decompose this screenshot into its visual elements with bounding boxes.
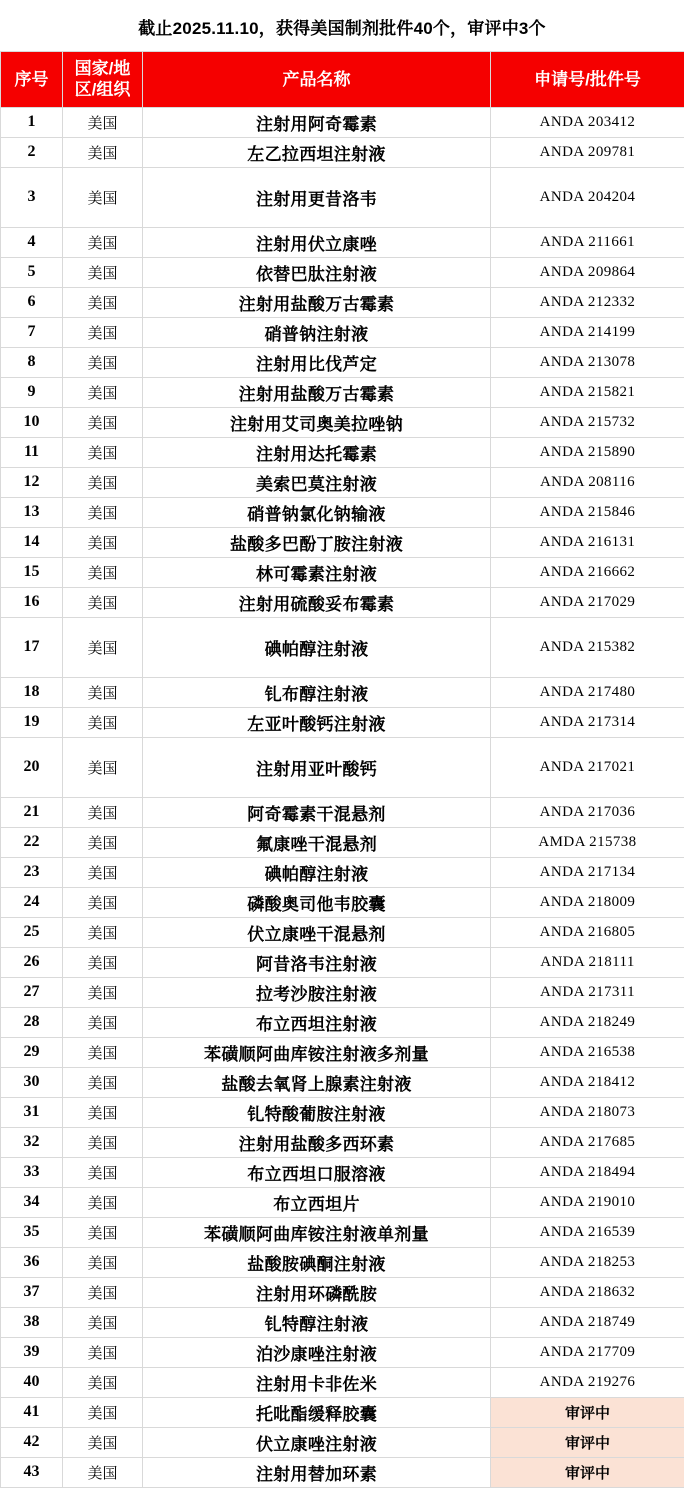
cell-product-name: 注射用盐酸万古霉素: [143, 377, 491, 407]
cell-product-name: 苯磺顺阿曲库铵注射液单剂量: [143, 1217, 491, 1247]
cell-country: 美国: [63, 167, 143, 227]
cell-application-number: ANDA 217314: [491, 707, 684, 737]
cell-country: 美国: [63, 1067, 143, 1097]
table-row: [1, 1217, 684, 1247]
table-row: [1, 1337, 684, 1367]
cell-country: 美国: [63, 1037, 143, 1067]
cell-country: 美国: [63, 137, 143, 167]
cell-country: 美国: [63, 287, 143, 317]
cell-index: 18: [1, 677, 63, 707]
cell-country: 美国: [63, 347, 143, 377]
cell-index: 15: [1, 557, 63, 587]
cell-country: 美国: [63, 917, 143, 947]
table-row: [1, 917, 684, 947]
cell-country: 美国: [63, 617, 143, 677]
cell-application-number: ANDA 217709: [491, 1337, 684, 1367]
table-row: [1, 947, 684, 977]
cell-country: 美国: [63, 857, 143, 887]
cell-country: 美国: [63, 1187, 143, 1217]
cell-index: 33: [1, 1157, 63, 1187]
cell-country: 美国: [63, 737, 143, 797]
cell-product-name: 注射用比伐芦定: [143, 347, 491, 377]
cell-application-number: ANDA 218111: [491, 947, 684, 977]
cell-index: 28: [1, 1007, 63, 1037]
cell-application-number: ANDA 216662: [491, 557, 684, 587]
cell-country: 美国: [63, 227, 143, 257]
cell-index: 36: [1, 1247, 63, 1277]
cell-product-name: 碘帕醇注射液: [143, 857, 491, 887]
cell-country: 美国: [63, 1277, 143, 1307]
table-row: [1, 827, 684, 857]
cell-product-name: 注射用艾司奥美拉唑钠: [143, 407, 491, 437]
cell-application-number: ANDA 217311: [491, 977, 684, 1007]
cell-index: 3: [1, 167, 63, 227]
cell-country: 美国: [63, 1097, 143, 1127]
table-row: [1, 167, 684, 227]
column-header-country: 国家/地区/组织: [63, 52, 143, 108]
cell-application-number: ANDA 203412: [491, 107, 684, 137]
cell-country: 美国: [63, 1307, 143, 1337]
cell-product-name: 盐酸去氧肾上腺素注射液: [143, 1067, 491, 1097]
cell-application-number: ANDA 215846: [491, 497, 684, 527]
table-row: [1, 317, 684, 347]
cell-index: 10: [1, 407, 63, 437]
cell-country: 美国: [63, 1007, 143, 1037]
cell-index: 1: [1, 107, 63, 137]
cell-product-name: 碘帕醇注射液: [143, 617, 491, 677]
cell-index: 32: [1, 1127, 63, 1157]
cell-index: 39: [1, 1337, 63, 1367]
table-row: [1, 617, 684, 677]
cell-application-number: ANDA 209864: [491, 257, 684, 287]
table-row: [1, 107, 684, 137]
cell-country: 美国: [63, 677, 143, 707]
cell-application-number: ANDA 218073: [491, 1097, 684, 1127]
cell-index: 17: [1, 617, 63, 677]
cell-application-number: ANDA 211661: [491, 227, 684, 257]
cell-index: 31: [1, 1097, 63, 1127]
cell-product-name: 布立西坦注射液: [143, 1007, 491, 1037]
cell-index: 9: [1, 377, 63, 407]
table-row: [1, 977, 684, 1007]
table-row: [1, 347, 684, 377]
table-row: [1, 467, 684, 497]
cell-application-number: ANDA 215890: [491, 437, 684, 467]
cell-application-number: ANDA 215732: [491, 407, 684, 437]
table-row: [1, 587, 684, 617]
table-row: [1, 1127, 684, 1157]
cell-product-name: 托吡酯缓释胶囊: [143, 1397, 491, 1427]
cell-country: 美国: [63, 377, 143, 407]
cell-country: 美国: [63, 527, 143, 557]
cell-country: 美国: [63, 1427, 143, 1457]
cell-index: 13: [1, 497, 63, 527]
table-row: [1, 407, 684, 437]
cell-application-number: ANDA 216805: [491, 917, 684, 947]
page-title: 截止2025.11.10，获得美国制剂批件40个，审评中3个: [0, 0, 684, 51]
cell-application-number: ANDA 215382: [491, 617, 684, 677]
cell-product-name: 氟康唑干混悬剂: [143, 827, 491, 857]
cell-country: 美国: [63, 1337, 143, 1367]
cell-application-number: ANDA 204204: [491, 167, 684, 227]
column-header-appno: 申请号/批件号: [491, 52, 684, 108]
cell-index: 26: [1, 947, 63, 977]
cell-country: 美国: [63, 437, 143, 467]
table-row: [1, 1187, 684, 1217]
cell-product-name: 左亚叶酸钙注射液: [143, 707, 491, 737]
cell-product-name: 注射用阿奇霉素: [143, 107, 491, 137]
table-row: [1, 1367, 684, 1397]
cell-country: 美国: [63, 1457, 143, 1487]
cell-application-number: ANDA 216539: [491, 1217, 684, 1247]
cell-application-number: ANDA 218749: [491, 1307, 684, 1337]
cell-index: 19: [1, 707, 63, 737]
cell-product-name: 注射用卡非佐米: [143, 1367, 491, 1397]
cell-application-number: ANDA 218412: [491, 1067, 684, 1097]
cell-product-name: 布立西坦口服溶液: [143, 1157, 491, 1187]
table-row: [1, 377, 684, 407]
cell-index: 41: [1, 1397, 63, 1427]
cell-country: 美国: [63, 557, 143, 587]
cell-application-number: ANDA 212332: [491, 287, 684, 317]
cell-product-name: 钆特酸葡胺注射液: [143, 1097, 491, 1127]
cell-index: 20: [1, 737, 63, 797]
cell-index: 38: [1, 1307, 63, 1337]
cell-index: 27: [1, 977, 63, 1007]
cell-product-name: 林可霉素注射液: [143, 557, 491, 587]
table-row: [1, 1037, 684, 1067]
cell-country: 美国: [63, 317, 143, 347]
cell-application-number: ANDA 219276: [491, 1367, 684, 1397]
cell-country: 美国: [63, 707, 143, 737]
cell-index: 29: [1, 1037, 63, 1067]
table-header: [1, 52, 684, 108]
table-row: [1, 737, 684, 797]
cell-product-name: 泊沙康唑注射液: [143, 1337, 491, 1367]
approvals-table: [0, 51, 684, 1488]
status-badge: 审评中: [491, 1427, 684, 1457]
cell-product-name: 拉考沙胺注射液: [143, 977, 491, 1007]
cell-index: 8: [1, 347, 63, 377]
cell-application-number: AMDA 215738: [491, 827, 684, 857]
cell-country: 美国: [63, 947, 143, 977]
table-row: [1, 1427, 684, 1457]
table-row: [1, 1307, 684, 1337]
cell-application-number: ANDA 216538: [491, 1037, 684, 1067]
cell-product-name: 盐酸多巴酚丁胺注射液: [143, 527, 491, 557]
cell-application-number: ANDA 217021: [491, 737, 684, 797]
cell-index: 2: [1, 137, 63, 167]
cell-product-name: 布立西坦片: [143, 1187, 491, 1217]
cell-product-name: 阿奇霉素干混悬剂: [143, 797, 491, 827]
table-row: [1, 137, 684, 167]
cell-index: 24: [1, 887, 63, 917]
table-row: [1, 497, 684, 527]
cell-index: 40: [1, 1367, 63, 1397]
cell-product-name: 注射用环磷酰胺: [143, 1277, 491, 1307]
table-row: [1, 857, 684, 887]
cell-application-number: ANDA 218009: [491, 887, 684, 917]
cell-product-name: 注射用亚叶酸钙: [143, 737, 491, 797]
cell-index: 6: [1, 287, 63, 317]
table-row: [1, 707, 684, 737]
cell-index: 35: [1, 1217, 63, 1247]
cell-country: 美国: [63, 977, 143, 1007]
cell-product-name: 伏立康唑干混悬剂: [143, 917, 491, 947]
table-row: [1, 287, 684, 317]
table-row: [1, 1157, 684, 1187]
cell-country: 美国: [63, 797, 143, 827]
table-row: [1, 1457, 684, 1487]
cell-application-number: ANDA 214199: [491, 317, 684, 347]
table-row: [1, 437, 684, 467]
cell-product-name: 注射用达托霉素: [143, 437, 491, 467]
cell-index: 12: [1, 467, 63, 497]
status-badge: 审评中: [491, 1397, 684, 1427]
cell-product-name: 磷酸奥司他韦胶囊: [143, 887, 491, 917]
cell-product-name: 依替巴肽注射液: [143, 257, 491, 287]
cell-product-name: 注射用更昔洛韦: [143, 167, 491, 227]
cell-product-name: 钆特醇注射液: [143, 1307, 491, 1337]
cell-country: 美国: [63, 1247, 143, 1277]
cell-country: 美国: [63, 467, 143, 497]
cell-application-number: ANDA 217029: [491, 587, 684, 617]
cell-product-name: 注射用盐酸万古霉素: [143, 287, 491, 317]
cell-index: 16: [1, 587, 63, 617]
cell-product-name: 苯磺顺阿曲库铵注射液多剂量: [143, 1037, 491, 1067]
cell-country: 美国: [63, 1127, 143, 1157]
cell-application-number: ANDA 208116: [491, 467, 684, 497]
cell-country: 美国: [63, 587, 143, 617]
cell-index: 14: [1, 527, 63, 557]
cell-product-name: 注射用硫酸妥布霉素: [143, 587, 491, 617]
column-header-product: 产品名称: [143, 52, 491, 108]
cell-product-name: 硝普钠注射液: [143, 317, 491, 347]
cell-application-number: ANDA 217134: [491, 857, 684, 887]
cell-product-name: 注射用盐酸多西环素: [143, 1127, 491, 1157]
cell-product-name: 注射用伏立康唑: [143, 227, 491, 257]
cell-index: 11: [1, 437, 63, 467]
cell-index: 22: [1, 827, 63, 857]
cell-application-number: ANDA 216131: [491, 527, 684, 557]
table-row: [1, 1067, 684, 1097]
cell-index: 7: [1, 317, 63, 347]
cell-product-name: 美索巴莫注射液: [143, 467, 491, 497]
cell-country: 美国: [63, 497, 143, 527]
cell-application-number: ANDA 217685: [491, 1127, 684, 1157]
cell-product-name: 盐酸胺碘酮注射液: [143, 1247, 491, 1277]
table-header-row: [1, 52, 684, 108]
cell-index: 25: [1, 917, 63, 947]
cell-product-name: 左乙拉西坦注射液: [143, 137, 491, 167]
table-row: [1, 1097, 684, 1127]
status-badge: 审评中: [491, 1457, 684, 1487]
table-row: [1, 677, 684, 707]
table-row: [1, 227, 684, 257]
cell-country: 美国: [63, 257, 143, 287]
cell-product-name: 伏立康唑注射液: [143, 1427, 491, 1457]
cell-country: 美国: [63, 1157, 143, 1187]
cell-application-number: ANDA 217036: [491, 797, 684, 827]
table-row: [1, 527, 684, 557]
cell-country: 美国: [63, 887, 143, 917]
column-header-index: 序号: [1, 52, 63, 108]
table-row: [1, 557, 684, 587]
cell-index: 5: [1, 257, 63, 287]
cell-application-number: ANDA 218249: [491, 1007, 684, 1037]
table-row: [1, 1247, 684, 1277]
cell-application-number: ANDA 219010: [491, 1187, 684, 1217]
table-row: [1, 797, 684, 827]
table-row: [1, 1277, 684, 1307]
cell-index: 21: [1, 797, 63, 827]
cell-product-name: 阿昔洛韦注射液: [143, 947, 491, 977]
cell-index: 30: [1, 1067, 63, 1097]
table-row: [1, 887, 684, 917]
cell-application-number: ANDA 218253: [491, 1247, 684, 1277]
cell-application-number: ANDA 215821: [491, 377, 684, 407]
cell-country: 美国: [63, 827, 143, 857]
cell-product-name: 注射用替加环素: [143, 1457, 491, 1487]
cell-application-number: ANDA 218494: [491, 1157, 684, 1187]
table-body: [1, 107, 684, 1487]
cell-product-name: 钆布醇注射液: [143, 677, 491, 707]
cell-index: 4: [1, 227, 63, 257]
cell-application-number: ANDA 213078: [491, 347, 684, 377]
cell-application-number: ANDA 217480: [491, 677, 684, 707]
cell-product-name: 硝普钠氯化钠输液: [143, 497, 491, 527]
cell-country: 美国: [63, 1397, 143, 1427]
table-row: [1, 257, 684, 287]
cell-index: 37: [1, 1277, 63, 1307]
cell-country: 美国: [63, 1217, 143, 1247]
cell-country: 美国: [63, 107, 143, 137]
table-row: [1, 1397, 684, 1427]
cell-index: 43: [1, 1457, 63, 1487]
cell-index: 23: [1, 857, 63, 887]
table-row: [1, 1007, 684, 1037]
cell-application-number: ANDA 209781: [491, 137, 684, 167]
cell-country: 美国: [63, 1367, 143, 1397]
cell-index: 42: [1, 1427, 63, 1457]
cell-index: 34: [1, 1187, 63, 1217]
cell-application-number: ANDA 218632: [491, 1277, 684, 1307]
cell-country: 美国: [63, 407, 143, 437]
